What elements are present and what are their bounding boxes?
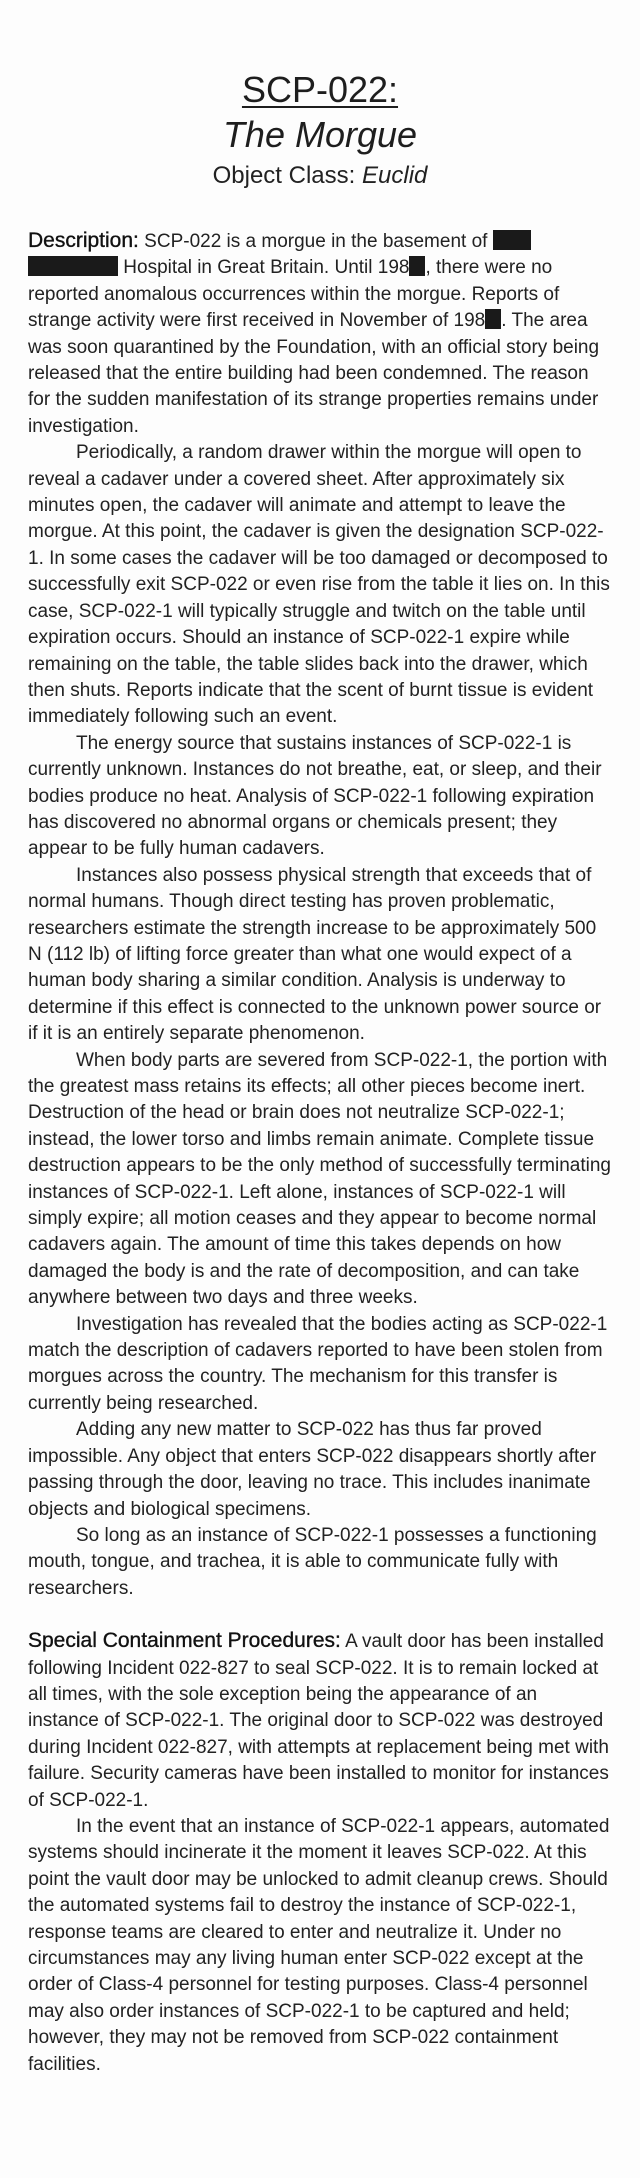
description-paragraph-4: Instances also possess physical strength that exceeds that of normal humans. Though direct testing has proven problematic, researchers estimate the strength increase to be approximately 500 N (112 lb) of lifting force greater than what one would expect of a human body sharing a similar condition. Analysis is underway to determine if this effect is connected to the unknown power source or if it is an entirely separate phenomenon.	[28, 864, 602, 1045]
text-run: , there were no reported anomalous occurrences within the morgue. Reports of strange activity were first received in November of 198	[28, 257, 560, 332]
object-class-label: Object Class:	[212, 162, 362, 189]
redaction-block	[485, 309, 501, 329]
containment-section	[28, 1628, 612, 2078]
containment-label: Special Containment Procedures:	[28, 1629, 341, 1653]
text-run: Hospital in Great Britain. Until 198	[118, 257, 410, 279]
containment-paragraph-2: In the event that an instance of SCP-022-1 appears, automated systems should incinerate it the moment it leaves SCP-022. At this point the vault door may be unlocked to admit cleanup crews. Should the automated systems fail to destroy the instance of SCP-022-1, response teams are cleared to enter and neutralize it. Under no circumstances may any living human enter SCP-022 except at the order of Class-4 personnel for testing purposes. Class-4 personnel may also order instances of SCP-022-1 to be captured and held; however, they may not be removed from SCP-022 containment facilities.	[28, 1815, 610, 2075]
document-title: SCP-022:	[241, 69, 399, 110]
description-paragraph-6: Investigation has revealed that the bodies acting as SCP-022-1 match the description of cadavers reported to have been stolen from morgues across the country. The mechanism for this transfer is currently being researched.	[28, 1313, 608, 1414]
text-run: A vault door has been installed following Incident 022-827 to seal SCP-022. It is to remain locked at all times, with the sole exception being the appearance of an instance of SCP-022-1. The original door to SCP-022 was destroyed during Incident 022-827, with attempts at replacement being met with failure. Security cameras have been installed to monitor for instances of SCP-022-1.	[28, 1631, 609, 1811]
text-run: . The area was soon quarantined by the Foundation, with an official story being released that the entire building had been condemned. The reason for the sudden manifestation of its strange properties remains under investigation.	[28, 310, 600, 437]
description-paragraph-5: When body parts are severed from SCP-022-1, the portion with the greatest mass retains its effects; all other pieces become inert. Destruction of the head or brain does not neutralize SCP-022-1; instead, the lower torso and limbs remain animate. Complete tissue destruction appears to be the only method of successfully terminating instances of SCP-022-1. Left alone, instances of SCP-022-1 will simply expire; all motion ceases and they appear to become normal cadavers again. The amount of time this takes depends on how damaged the body is and the rate of decomposition, and can take anywhere between two days and three weeks.	[28, 1049, 611, 1309]
description-paragraph-7: Adding any new matter to SCP-022 has thus far proved impossible. Any object that enters SCP-022 disappears shortly after passing through the door, leaving no trace. This includes inanimate objects and biological specimens.	[28, 1419, 597, 1520]
description-label: Description:	[28, 229, 139, 252]
document-header	[28, 0, 612, 192]
description-paragraph-1	[28, 228, 612, 440]
document-subtitle: The Morgue	[222, 114, 418, 155]
containment-paragraph-1	[28, 1628, 612, 1814]
object-class-value: Euclid	[362, 162, 428, 189]
text-run: SCP-022 is a morgue in the basement of	[138, 231, 493, 252]
description-paragraph-3: The energy source that sustains instances of SCP-022-1 is currently unknown. Instances do not breathe, eat, or sleep, and their bodies produce no heat. Analysis of SCP-022-1 following expiration has discovered no abnormal organs or chemicals present; they appear to be fully human cadavers.	[28, 732, 602, 860]
redaction-block	[28, 256, 118, 276]
description-section	[28, 228, 612, 1602]
redaction-block	[493, 230, 531, 250]
description-paragraph-2: Periodically, a random drawer within the morgue will open to reveal a cadaver under a covered sheet. After approximately six minutes open, the cadaver will animate and attempt to leave the morgue. At this point, the cadaver is given the designation SCP-022-1. In some cases the cadaver will be too damaged or decomposed to successfully exit SCP-022 or even rise from the table it lies on. In this case, SCP-022-1 will typically struggle and twitch on the table until expiration occurs. Should an instance of SCP-022-1 expire while remaining on the table, the table slides back into the drawer, which then shuts. Reports indicate that the scent of burnt tissue is evident immediately following such an event.	[28, 442, 610, 728]
redaction-block	[409, 256, 425, 276]
object-class-line	[28, 160, 612, 192]
description-paragraph-8: So long as an instance of SCP-022-1 possesses a functioning mouth, tongue, and trachea, it is able to communicate fully with researchers.	[28, 1524, 597, 1599]
